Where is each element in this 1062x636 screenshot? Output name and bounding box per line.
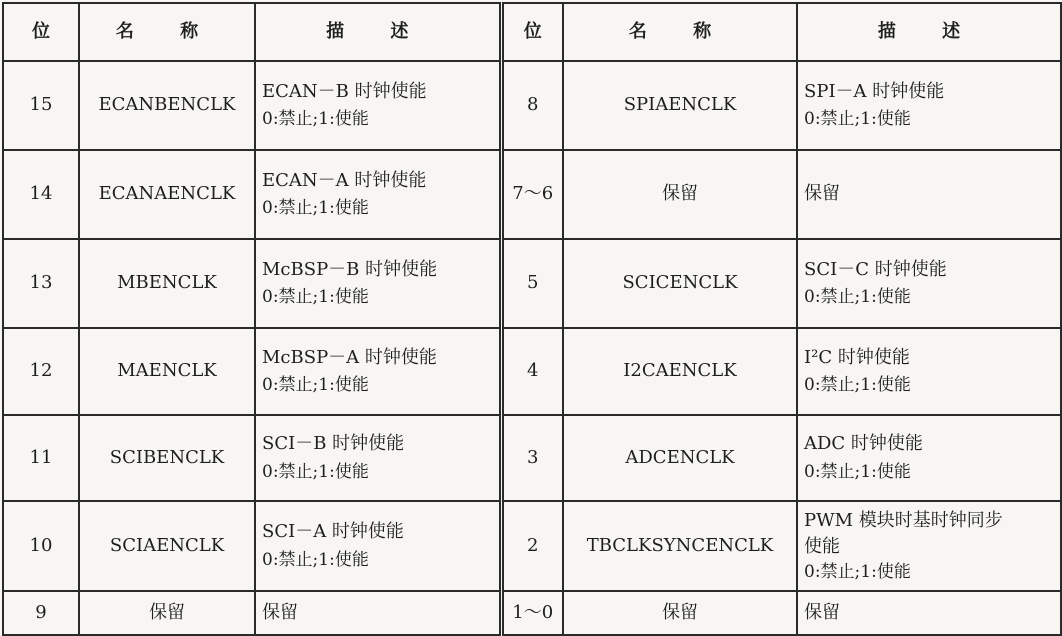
description-line: 0:禁止;1:使能 <box>262 549 369 570</box>
description-line: ECAN－B 时钟使能 <box>262 80 427 102</box>
bit-cell: 8 <box>501 61 563 150</box>
table-row <box>3 591 1061 635</box>
table-row <box>3 150 1061 239</box>
description-line: ECAN－A 时钟使能 <box>262 169 427 191</box>
table-row <box>3 328 1061 415</box>
description-line: SPI－A 时钟使能 <box>804 80 945 102</box>
table-header-row <box>3 3 1061 61</box>
bit-cell: 10 <box>3 501 79 591</box>
name-cell: ADCENCLK <box>563 415 797 501</box>
description-line: I²C 时钟使能 <box>804 346 910 368</box>
description-line: McBSP－A 时钟使能 <box>262 346 437 368</box>
header-description-right: 描 述 <box>797 3 1061 61</box>
bit-cell: 15 <box>3 61 79 150</box>
bit-cell: 3 <box>501 415 563 501</box>
description-cell <box>255 239 501 328</box>
description-line: 使能 <box>804 535 840 557</box>
table-row <box>3 61 1061 150</box>
description-line: 保留 <box>262 601 298 623</box>
name-cell: SCICENCLK <box>563 239 797 328</box>
header-bit-left: 位 <box>3 3 79 61</box>
description-cell <box>797 591 1061 635</box>
name-cell: MBENCLK <box>79 239 255 328</box>
bit-cell: 9 <box>3 591 79 635</box>
description-line: McBSP－B 时钟使能 <box>262 258 438 280</box>
description-line: 0:禁止;1:使能 <box>262 287 369 308</box>
name-cell: I2CAENCLK <box>563 328 797 415</box>
name-cell: 保留 <box>563 150 797 239</box>
bit-cell: 4 <box>501 328 563 415</box>
description-line: 0:禁止;1:使能 <box>804 287 911 308</box>
header-name-right: 名 称 <box>563 3 797 61</box>
name-cell: ECANBENCLK <box>79 61 255 150</box>
description-line: SCI－C 时钟使能 <box>804 258 947 280</box>
description-line: PWM 模块时基时钟同步 <box>804 509 1003 531</box>
description-line: 0:禁止;1:使能 <box>804 109 911 130</box>
description-line: 0:禁止;1:使能 <box>804 375 911 396</box>
description-line: 0:禁止;1:使能 <box>262 375 369 396</box>
name-cell: SPIAENCLK <box>563 61 797 150</box>
table-row <box>3 239 1061 328</box>
name-cell: ECANAENCLK <box>79 150 255 239</box>
header-description-left: 描 述 <box>255 3 501 61</box>
description-cell <box>255 415 501 501</box>
bit-cell: 11 <box>3 415 79 501</box>
header-name-left: 名 称 <box>79 3 255 61</box>
description-cell <box>797 150 1061 239</box>
description-line: 0:禁止;1:使能 <box>262 461 369 482</box>
description-line: 保留 <box>804 183 840 205</box>
name-cell: 保留 <box>79 591 255 635</box>
name-cell: MAENCLK <box>79 328 255 415</box>
description-line: SCI－A 时钟使能 <box>262 521 404 542</box>
name-cell: SCIAENCLK <box>79 501 255 591</box>
description-line: 0:禁止;1:使能 <box>262 109 369 130</box>
table-row <box>3 501 1061 591</box>
description-cell <box>255 328 501 415</box>
name-cell: SCIBENCLK <box>79 415 255 501</box>
description-line: 0:禁止;1:使能 <box>804 461 911 482</box>
description-cell <box>255 61 501 150</box>
description-cell <box>797 61 1061 150</box>
bit-cell: 5 <box>501 239 563 328</box>
description-cell <box>797 501 1061 591</box>
description-line: SCI－B 时钟使能 <box>262 433 405 454</box>
description-cell <box>797 239 1061 328</box>
description-line: ADC 时钟使能 <box>804 433 923 454</box>
table-row <box>3 415 1061 501</box>
bit-cell: 1～0 <box>501 591 563 635</box>
header-bit-right: 位 <box>501 3 563 61</box>
description-cell <box>255 591 501 635</box>
description-cell <box>255 501 501 591</box>
register-bit-table <box>2 2 1062 636</box>
description-line: 0:禁止;1:使能 <box>804 561 911 582</box>
bit-cell: 14 <box>3 150 79 239</box>
description-cell <box>797 415 1061 501</box>
name-cell: 保留 <box>563 591 797 635</box>
description-line: 0:禁止;1:使能 <box>262 198 369 219</box>
bit-cell: 13 <box>3 239 79 328</box>
bit-cell: 12 <box>3 328 79 415</box>
description-cell <box>255 150 501 239</box>
bit-cell: 2 <box>501 501 563 591</box>
description-cell <box>797 328 1061 415</box>
bit-cell: 7～6 <box>501 150 563 239</box>
description-line: 保留 <box>804 601 840 623</box>
name-cell: TBCLKSYNCENCLK <box>563 501 797 591</box>
